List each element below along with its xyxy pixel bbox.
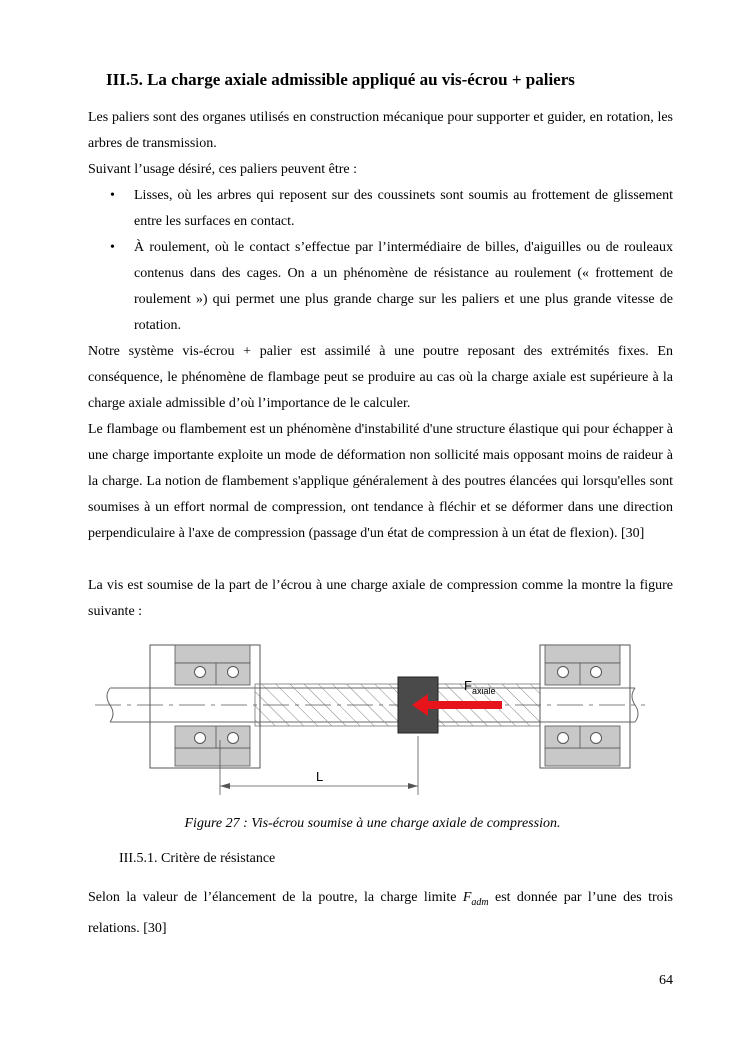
text-after-math: est donnée par l’une des trois relations. [30]: [88, 890, 673, 936]
bullet-list: [88, 183, 673, 339]
figure-caption: Figure 27 : Vis-écrou soumise à une charge axiale de compression.: [184, 816, 561, 831]
math-subscript: adm: [471, 896, 489, 908]
force-subscript: axiale: [471, 686, 496, 696]
bullet-symbol: •: [110, 188, 115, 203]
list-item: [88, 183, 673, 235]
paragraph-vis-soumise: La vis est soumise de la part de l’écrou à une charge axiale de compression comme la montre la figure suivante :: [88, 578, 673, 619]
paragraph-flambage: Le flambage ou flambement est un phénomène d'instabilité d'une structure élastique qui pour échapper à une charge importante exploite un mode de déformation non sollicité mais opposant moins de raideur à la charge. La notion de flambement s'applique généralement à des poutres élancées qui lorsqu'elles sont soumises à un effort normal de compression, ont tendance à fléchir et se déformer dans une direction perpendiculaire à l'axe de compression (passage d'un état de compression à un état de flexion). [30]: [88, 422, 673, 541]
subsection-heading: III.5.1. Critère de résistance: [119, 851, 276, 866]
section-heading: III.5. La charge axiale admissible appliqué au vis-écrou + paliers: [106, 70, 575, 89]
paragraph-paliers-intro: Les paliers sont des organes utilisés en construction mécanique pour supporter et guider, en rotation, les arbres de transmission.: [88, 110, 673, 151]
math-symbol: F: [462, 890, 472, 905]
length-label: L: [316, 769, 324, 784]
paragraph-systeme: Notre système vis-écrou + palier est assimilé à une poutre reposant des extrémités fixes. En conséquence, le phénomène de flambage peut se produire au cas où la charge axiale est supérieure à la charge axiale admissible d’où l’importance de le calculer.: [88, 344, 673, 411]
text-before-math: Selon la valeur de l’élancement de la poutre, la charge limite: [88, 890, 463, 905]
bullet-text-roulement: À roulement, où le contact s’effectue par l’intermédiaire de billes, d'aiguilles ou de rouleaux contenus dans des cages. On a un phénomène de résistance au roulement (« frottement de roulement ») qui permet une plus grande charge sur les paliers et une plus grande vitesse de rotation.: [134, 240, 673, 333]
right-bearing: [540, 645, 630, 768]
force-letter: F: [464, 678, 472, 693]
left-bearing: [150, 645, 260, 768]
paragraph-usage: Suivant l’usage désiré, ces paliers peuvent être :: [88, 162, 358, 177]
page-number: 64: [659, 973, 673, 988]
figure-vis-ecrou: [90, 640, 650, 800]
list-item: [88, 235, 673, 339]
paragraph-charge-limite: [88, 885, 673, 942]
bullet-text-lisses: Lisses, où les arbres qui reposent sur des coussinets sont soumis au frottement de glissement entre les surfaces en contact.: [134, 188, 673, 229]
bullet-symbol: •: [110, 240, 115, 255]
